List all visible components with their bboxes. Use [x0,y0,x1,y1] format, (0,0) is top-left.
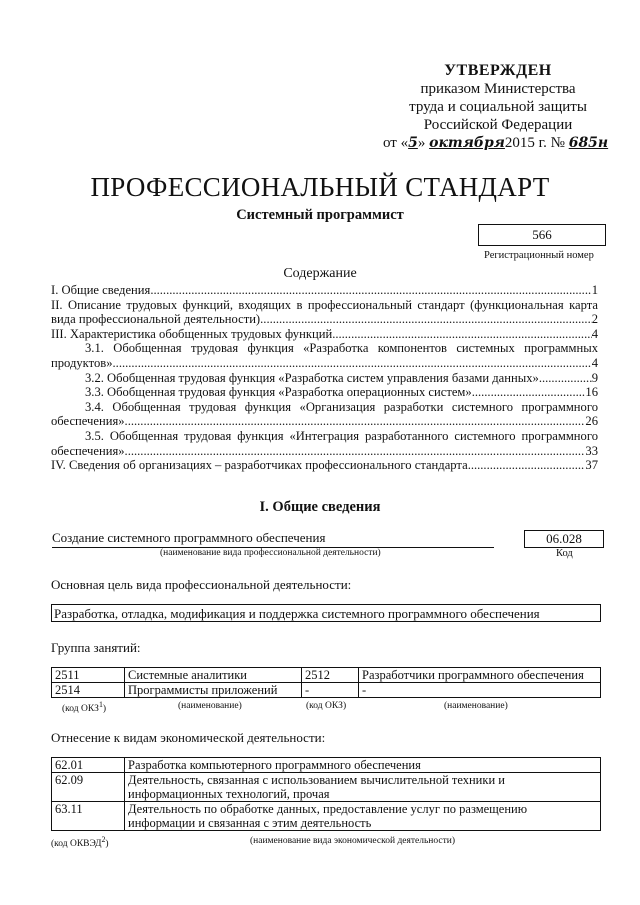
date-month: октября [429,135,505,151]
activity-code-caption: Код [556,548,573,559]
table-cell: Деятельность по обработке данных, предоставление услуг по размещению информации и связанная с этим деятельность [125,802,601,831]
approval-line: труда и социальной защиты [409,99,587,115]
caption-econ-name: (наименование вида экономической деятельности) [250,836,455,846]
toc-item: 3.2. Обобщенная трудовая функция «Разработка систем управления базами данных» ..... 9 [51,371,598,386]
section-title: I. Общие сведения [259,499,381,515]
group-label: Группа занятий: [51,640,141,655]
date-mid: » [417,135,426,151]
toc-item: обеспечения» ..... 33 [51,444,598,459]
document-title: ПРОФЕССИОНАЛЬНЫЙ СТАНДАРТ [90,172,550,202]
table-row [52,773,601,802]
goal-label: Основная цель вида профессиональной деятельности: [51,577,352,592]
activity-code-box: 06.028 [524,530,604,548]
goal-box: Разработка, отладка, модификация и поддержка системного программного обеспечения [51,604,601,622]
caption-okz-code: (код ОКЗ$^1$) [62,700,107,715]
table-cell: - [359,683,601,698]
order-number: 685н [568,135,609,151]
toc-item: I. Общие сведения ..... 1 [51,283,598,298]
toc-item: III. Характеристика обобщенных трудовых функций ..... 4 [51,327,598,342]
table-row [52,758,601,773]
date-year: 2015 г. № [504,135,565,151]
table-cell: Разработчики программного обеспечения [359,668,601,683]
toc-item-line1: 3.1. Обобщенная трудовая функция «Разработка компонентов системных программных [85,341,598,356]
approval-block [383,62,613,152]
date-prefix: от « [383,135,409,151]
table-row [52,668,601,683]
toc-title: Содержание [283,266,357,281]
table-cell: 2514 [52,683,125,698]
toc-item: вида профессиональной деятельности) ..... 2 [51,312,598,327]
approval-line: Российской Федерации [423,117,573,133]
econ-label: Отнесение к видам экономической деятельности: [51,730,326,745]
toc-item: продуктов» ..... 4 [51,356,598,371]
table-cell: 63.11 [52,802,125,831]
toc-item-line1: 3.4. Обобщенная трудовая функция «Организация разработки системного программного [85,399,598,414]
table-row [52,683,601,698]
table-cell: 2512 [302,668,359,683]
occupation-group-table [51,667,601,698]
toc-item: 3.3. Обобщенная трудовая функция «Разработка операционных систем» ..... 16 [51,385,598,400]
document-subtitle: Системный программист [236,207,404,223]
activity-name: Создание системного программного обеспечения [52,530,494,548]
caption-okved-code: (код ОКВЭД$^2$) [51,835,109,850]
table-cell: Программисты приложений [125,683,302,698]
toc-item-line1: II. Описание трудовых функций, входящих в профессиональный стандарт (функциональная карта [51,297,598,312]
caption-name: (наименование) [178,701,242,711]
table-cell: - [302,683,359,698]
activity-caption: (наименование вида профессиональной деятельности) [160,548,381,558]
table-cell: 62.01 [52,758,125,773]
date-day: 5 [408,135,418,151]
registration-number-box: 566 [478,224,606,246]
approval-date-line [383,134,613,152]
toc-item-line1: 3.5. Обобщенная трудовая функция «Интеграция разработанного системного программного [85,428,598,443]
caption-name-2: (наименование) [444,701,508,711]
toc-item: обеспечения» ..... 26 [51,414,598,429]
table-cell: Системные аналитики [125,668,302,683]
caption-okz-code-2: (код ОКЗ) [306,701,347,711]
table-cell: Разработка компьютерного программного обеспечения [125,758,601,773]
economic-activity-table [51,757,601,831]
approval-title: УТВЕРЖДЕН [444,62,552,79]
approval-line: приказом Министерства [420,81,576,97]
table-cell: Деятельность, связанная с использованием вычислительной техники и информационных технологий, прочая [125,773,601,802]
registration-label: Регистрационный номер [484,250,594,261]
table-row [52,802,601,831]
table-cell: 62.09 [52,773,125,802]
table-of-contents [51,283,598,473]
toc-item: IV. Сведения об организациях – разработчиках профессионального стандарта ..... 37 [51,458,598,473]
table-cell: 2511 [52,668,125,683]
